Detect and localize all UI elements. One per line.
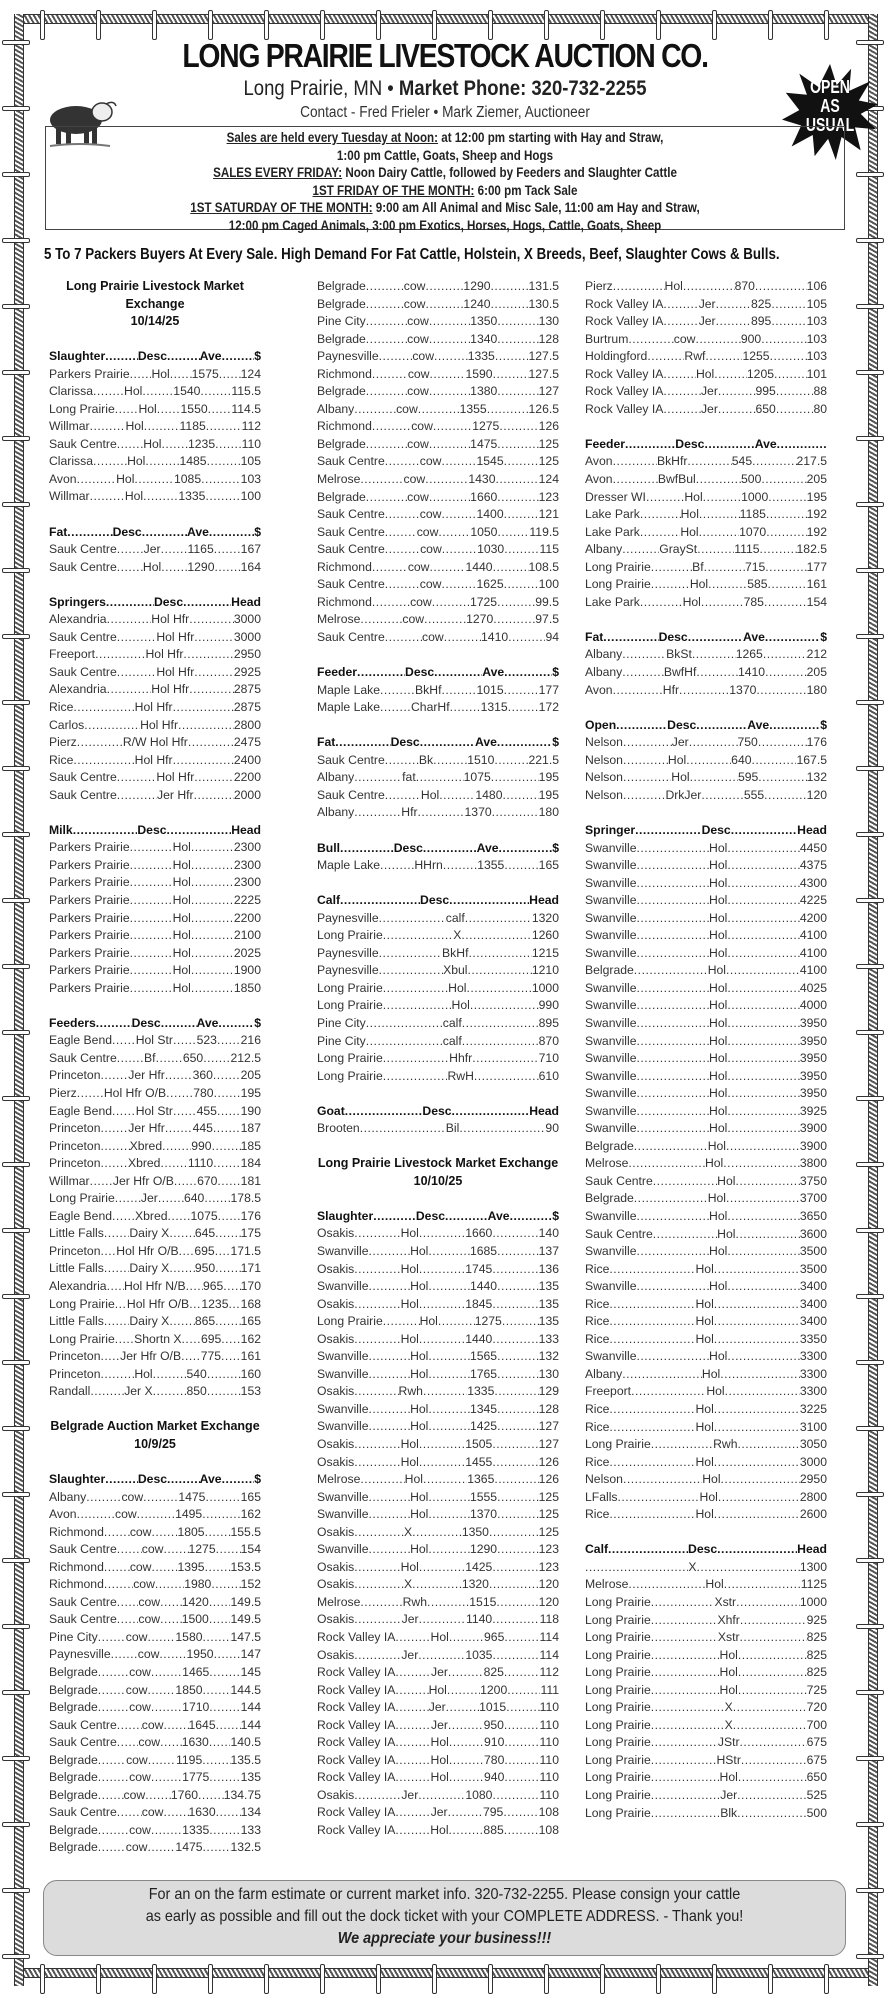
table-row: Princeton ..... Hol ..... 540 ..... 160 [49, 1366, 261, 1384]
table-row: LFalls ..... Hol ..... 2800 [585, 1489, 827, 1507]
table-row: Parkers Prairie ..... Hol ..... 1850 [49, 980, 261, 998]
section-belgrade-slaughter-cont [317, 278, 559, 646]
table-row: Sauk Centre ..... cow ..... 1645 ..... 144 [49, 1717, 261, 1735]
section-calf [317, 892, 559, 1085]
table-row: Long Prairie ..... Hol ..... 825 [585, 1664, 827, 1682]
table-row: Long Prairie ..... Blk ..... 500 [585, 1805, 827, 1823]
location: Long Prairie, MN [243, 77, 383, 100]
table-row: Parkers Prairie ..... Hol ..... 2300 [49, 857, 261, 875]
table-row: Belgrade ..... cow ..... 1660 ..... 123 [317, 489, 559, 507]
exchange-title: Long Prairie Livestock Market Exchange [66, 279, 244, 311]
table-row: Clarissa ..... Hol ..... 1540 ..... 115.5 [49, 383, 261, 401]
table-row: Long Prairie ..... Hhfr ..... 710 [317, 1050, 559, 1068]
table-row: Nelson ..... DrkJer ..... 555 ..... 120 [585, 787, 827, 805]
table-row: Albany ..... BwfHf ..... 1410 ..... 205 [585, 664, 827, 682]
table-row: Long Prairie ..... Hol ..... 1000 [317, 980, 559, 998]
table-row: Rock Valley IA ..... Hol ..... 965 ..... 114 [317, 1629, 559, 1647]
table-row: Paynesville ..... cow ..... 1950 ..... 147 [49, 1646, 261, 1664]
table-row: Parkers Prairie ..... Hol ..... 1900 [49, 962, 261, 980]
table-row: Willmar ..... Hol ..... 1335 ..... 100 [49, 488, 261, 506]
table-row: Parkers Prairie ..... Hol ..... 2100 [49, 927, 261, 945]
table-row: Rock Valley IA ..... Jer ..... 950 ..... 110 [317, 1717, 559, 1735]
section-header: Feeder ..... Desc ..... Ave ..... $ [317, 664, 559, 682]
table-row: Sauk Centre ..... cow ..... 1275 ..... 154 [49, 1541, 261, 1559]
column-2 [317, 278, 559, 1840]
table-row: Princeton ..... Hol Hfr O/B ..... 695 ..... 171.5 [49, 1243, 261, 1261]
table-row: Princeton ..... Jer Hfr ..... 445 ..... 187 [49, 1120, 261, 1138]
table-row: Sauk Centre ..... Hol ..... 3750 [585, 1173, 827, 1191]
table-row: Melrose ..... cow ..... 1270 ..... 97.5 [317, 611, 559, 629]
table-row: Sauk Centre ..... Jer ..... 1165 ..... 167 [49, 541, 261, 559]
table-row: Carlos ..... Hol Hfr ..... 2800 [49, 717, 261, 735]
exchange-date: 10/14/25 [130, 314, 180, 328]
table-row: Alexandria ..... Hol Hfr ..... 2875 [49, 681, 261, 699]
schedule-friday: SALES EVERY FRIDAY: Noon Dairy Cattle, followed by Feeders and Slaughter Cattle [213, 165, 677, 180]
table-row: Paynesville ..... Xbul ..... 1210 [317, 962, 559, 980]
section-header: Fat ..... Desc ..... Ave ..... $ [585, 629, 827, 647]
table-row: Swanville ..... Hol ..... 3500 [585, 1243, 827, 1261]
table-row: Rock Valley IA ..... Jer ..... 895 ..... 103 [585, 313, 827, 331]
section-header: Springers ..... Desc ..... Head [49, 594, 261, 612]
section-slaughter [49, 348, 261, 506]
table-row: Osakis ..... Hol ..... 1845 ..... 135 [317, 1296, 559, 1314]
table-row: Long Prairie ..... Hol ..... 650 [585, 1769, 827, 1787]
table-row: Long Prairie ..... RwH ..... 610 [317, 1068, 559, 1086]
table-row: Belgrade ..... cow ..... 1475 ..... 132.5 [49, 1839, 261, 1857]
table-row: Swanville ..... Hol ..... 1685 ..... 137 [317, 1243, 559, 1261]
table-row: Sauk Centre ..... cow ..... 1420 ..... 149.5 [49, 1594, 261, 1612]
section-header: Milk ..... Desc ..... Head [49, 822, 261, 840]
sale-schedule-box [45, 126, 845, 233]
table-row: Sauk Centre ..... Bf ..... 650 ..... 212.5 [49, 1050, 261, 1068]
table-row: Swanville ..... Hol ..... 3950 [585, 1015, 827, 1033]
table-row: Swanville ..... Hol ..... 1555 ..... 125 [317, 1489, 559, 1507]
table-row: Avon ..... Hfr ..... 1370 ..... 180 [585, 682, 827, 700]
table-row: Swanville ..... Hol ..... 1370 ..... 125 [317, 1506, 559, 1524]
footer-line-1: For an on the farm estimate or current market info. 320-732-2255. Please consign your cattle [148, 1886, 741, 1903]
schedule-tuesday-cont: 1:00 pm Cattle, Goats, Sheep and Hogs [336, 147, 554, 163]
table-row: Long Prairie ..... Xhfr ..... 925 [585, 1612, 827, 1630]
table-row: Pine City ..... cow ..... 1350 ..... 130 [317, 313, 559, 331]
table-row: Richmond ..... cow ..... 1590 ..... 127.5 [317, 366, 559, 384]
table-row: Belgrade ..... cow ..... 1290 ..... 131.5 [317, 278, 559, 296]
section-springers [49, 594, 261, 805]
section-goat [317, 1103, 559, 1138]
table-row: Rock Valley IA ..... Jer ..... 795 ..... 108 [317, 1804, 559, 1822]
table-row: Swanville ..... Hol ..... 3900 [585, 1120, 827, 1138]
table-row: Long Prairie ..... Hol Hfr O/B ..... 1235 ..... 168 [49, 1296, 261, 1314]
table-row: Swanville ..... Hol ..... 3400 [585, 1278, 827, 1296]
table-row: Brooten ..... Bil ..... 90 [317, 1120, 559, 1138]
table-row: Swanville ..... Hol ..... 4200 [585, 910, 827, 928]
table-row: Little Falls ..... Dairy X ..... 865 ..... 165 [49, 1313, 261, 1331]
table-row: Rice ..... Hol Hfr ..... 2875 [49, 699, 261, 717]
section-header: Calf ..... Desc ..... Head [317, 892, 559, 910]
table-row: Princeton ..... Jer Hfr O/B ..... 775 ..... 161 [49, 1348, 261, 1366]
table-row: Long Prairie ..... Rwh ..... 3050 [585, 1436, 827, 1454]
table-row: Osakis ..... Hol ..... 1505 ..... 127 [317, 1436, 559, 1454]
table-row: Richmond ..... cow ..... 1805 ..... 155.5 [49, 1524, 261, 1542]
table-row: Melrose ..... Hol ..... 1125 [585, 1576, 827, 1594]
table-row: Eagle Bend ..... Hol Str ..... 455 ..... 190 [49, 1103, 261, 1121]
open-as-usual-badge: OPEN AS USUAL [805, 77, 855, 135]
table-row: Belgrade ..... cow ..... 1380 ..... 127 [317, 383, 559, 401]
table-row: Long Prairie ..... Hol ..... 585 ..... 161 [585, 576, 827, 594]
table-row: Swanville ..... Hol ..... 3950 [585, 1050, 827, 1068]
exchange-title: Long Prairie Livestock Market Exchange [317, 1156, 559, 1171]
schedule-tuesday: Sales are held every Tuesday at Noon: at 12:00 pm starting with Hay and Straw, [226, 130, 664, 145]
table-row: Richmond ..... cow ..... 1395 ..... 153.5 [49, 1559, 261, 1577]
table-row: Rock Valley IA ..... Hol ..... 940 ..... 110 [317, 1769, 559, 1787]
schedule-first-friday: 1ST FRIDAY OF THE MONTH: 6:00 pm Tack Sale [312, 182, 578, 198]
table-row: Little Falls ..... Dairy X ..... 645 ..... 175 [49, 1225, 261, 1243]
table-row: Pine City ..... cow ..... 1580 ..... 147.5 [49, 1629, 261, 1647]
exchange-title: Belgrade Auction Market Exchange [50, 1419, 260, 1434]
table-row: Parkers Prairie ..... Hol ..... 2225 [49, 892, 261, 910]
table-row: Sauk Centre ..... cow ..... 1410 ..... 94 [317, 629, 559, 647]
table-row: Pine City ..... calf ..... 870 [317, 1033, 559, 1051]
table-row: Osakis ..... Hol ..... 1660 ..... 140 [317, 1225, 559, 1243]
table-row: Long Prairie ..... Bf ..... 715 ..... 177 [585, 559, 827, 577]
table-row: Dresser WI ..... Hol ..... 1000 ..... 195 [585, 489, 827, 507]
table-row: Willmar ..... Jer Hfr O/B ..... 670 ..... 181 [49, 1173, 261, 1191]
section-open [585, 717, 827, 805]
section-fat [49, 524, 261, 577]
table-row: Sauk Centre ..... Hol Hfr ..... 2200 [49, 769, 261, 787]
section-springer [585, 822, 827, 1524]
column-1 [49, 278, 261, 1857]
table-row: Long Prairie ..... Hol ..... 825 [585, 1647, 827, 1665]
table-row: Rice ..... Hol ..... 3400 [585, 1296, 827, 1314]
separator: • [387, 77, 394, 100]
table-row: Rice ..... Hol ..... 3100 [585, 1419, 827, 1437]
table-row: Rice ..... Hol ..... 3225 [585, 1401, 827, 1419]
table-row: Parkers Prairie ..... Hol ..... 1575 ..... 124 [49, 366, 261, 384]
table-row: Swanville ..... Hol ..... 1290 ..... 123 [317, 1541, 559, 1559]
table-row: Princeton ..... Jer Hfr ..... 360 ..... 205 [49, 1067, 261, 1085]
table-row: Albany ..... Hfr ..... 1370 ..... 180 [317, 804, 559, 822]
column-3 [585, 278, 827, 1822]
table-row: Nelson ..... Jer ..... 750 ..... 176 [585, 734, 827, 752]
section-header: Slaughter ..... Desc ..... Ave ..... $ [49, 1471, 261, 1489]
table-row: Swanville ..... Hol ..... 1765 ..... 130 [317, 1366, 559, 1384]
table-row: Rock Valley IA ..... Jer ..... 1015 ..... 110 [317, 1699, 559, 1717]
table-row: Avon ..... BwfBul ..... 500 ..... 205 [585, 471, 827, 489]
table-row: Pierz ..... R/W Hol Hfr ..... 2475 [49, 734, 261, 752]
table-row: Swanville ..... Hol ..... 3650 [585, 1208, 827, 1226]
table-row: Melrose ..... Rwh ..... 1515 ..... 120 [317, 1594, 559, 1612]
packers-banner: 5 To 7 Packers Buyers At Every Sale. High Demand For Fat Cattle, Holstein, X Breeds, Beef, Slaughter Cows & Bulls. [44, 246, 780, 263]
table-row: Freeport ..... Hol Hfr ..... 2950 [49, 646, 261, 664]
table-row: Holdingford ..... Rwf ..... 1255 ..... 103 [585, 348, 827, 366]
section-header: Fat ..... Desc ..... Ave ..... $ [317, 734, 559, 752]
table-row: Belgrade ..... cow ..... 1710 ..... 144 [49, 1699, 261, 1717]
table-row: Maple Lake ..... HHrn ..... 1355 ..... 165 [317, 857, 559, 875]
table-row: Rock Valley IA ..... Jer ..... 995 ..... 88 [585, 383, 827, 401]
section-fat [317, 734, 559, 822]
table-row: Rock Valley IA ..... Hol ..... 1200 ..... 111 [317, 1682, 559, 1700]
table-row: Long Prairie ..... X ..... 1260 [317, 927, 559, 945]
table-row: Sauk Centre ..... cow ..... 1500 ..... 149.5 [49, 1611, 261, 1629]
table-row: Belgrade ..... Hol ..... 3700 [585, 1190, 827, 1208]
table-row: Richmond ..... cow ..... 1725 ..... 99.5 [317, 594, 559, 612]
table-row: Belgrade ..... cow ..... 1335 ..... 133 [49, 1822, 261, 1840]
table-row: Osakis ..... Hol ..... 1745 ..... 136 [317, 1261, 559, 1279]
table-row: Rock Valley IA ..... Jer ..... 825 ..... 112 [317, 1664, 559, 1682]
table-row: Sauk Centre ..... Hol Hfr ..... 2925 [49, 664, 261, 682]
table-row: Lake Park ..... Hol ..... 785 ..... 154 [585, 594, 827, 612]
table-row: Osakis ..... Rwh ..... 1335 ..... 129 [317, 1383, 559, 1401]
table-row: ..... X ..... 1300 [585, 1559, 827, 1577]
table-row: Osakis ..... Jer ..... 1080 ..... 110 [317, 1787, 559, 1805]
table-row: Nelson ..... Hol ..... 640 ..... 167.5 [585, 752, 827, 770]
table-row: Freeport ..... Hol ..... 3300 [585, 1383, 827, 1401]
table-row: Swanville ..... Hol ..... 3925 [585, 1103, 827, 1121]
table-row: Swanville ..... Hol ..... 3950 [585, 1085, 827, 1103]
footer-notice [43, 1880, 846, 1956]
contact-line: Contact - Fred Frieler • Mark Ziemer, Auctioneer [300, 104, 590, 121]
table-row: Sauk Centre ..... cow ..... 1050 ..... 119.5 [317, 524, 559, 542]
table-row: Swanville ..... Hol ..... 4000 [585, 997, 827, 1015]
table-row: Swanville ..... Hol ..... 1345 ..... 128 [317, 1401, 559, 1419]
table-row: Alexandria ..... Hol Hfr N/B ..... 965 ..... 170 [49, 1278, 261, 1296]
table-row: Sauk Centre ..... Hol ..... 1290 ..... 164 [49, 559, 261, 577]
table-row: Pierz ..... Hol ..... 870 ..... 106 [585, 278, 827, 296]
table-row: Maple Lake ..... CharHf ..... 1315 ..... 172 [317, 699, 559, 717]
section-header: Goat ..... Desc ..... Head [317, 1103, 559, 1121]
table-row: Swanville ..... Hol ..... 3950 [585, 1068, 827, 1086]
table-row: Lake Park ..... Hol ..... 1185 ..... 192 [585, 506, 827, 524]
schedule-first-saturday-cont: 12:00 pm Caged Animals, 3:00 pm Exotics, Horses, Hogs, Cattle, Goats, Sheep [228, 217, 662, 233]
table-row: Richmond ..... cow ..... 1440 ..... 108.5 [317, 559, 559, 577]
table-row: Parkers Prairie ..... Hol ..... 2025 [49, 945, 261, 963]
table-row: Pine City ..... calf ..... 895 [317, 1015, 559, 1033]
table-row: Parkers Prairie ..... Hol ..... 2200 [49, 910, 261, 928]
table-row: Rice ..... Hol ..... 3500 [585, 1261, 827, 1279]
table-row: Swanville ..... Hol ..... 4100 [585, 927, 827, 945]
table-row: Albany ..... cow ..... 1355 ..... 126.5 [317, 401, 559, 419]
section-header: Slaughter ..... Desc ..... Ave ..... $ [317, 1208, 559, 1226]
section-header: Bull ..... Desc ..... Ave ..... $ [317, 840, 559, 858]
table-row: Rock Valley IA ..... Hol ..... 910 ..... 110 [317, 1734, 559, 1752]
table-row: Parkers Prairie ..... Hol ..... 2300 [49, 839, 261, 857]
table-row: Long Prairie ..... Hol ..... 1550 ..... 114.5 [49, 401, 261, 419]
table-row: Paynesville ..... BkHf ..... 1215 [317, 945, 559, 963]
section-fat [585, 629, 827, 699]
section-header: Calf ..... Desc ..... Head [585, 1541, 827, 1559]
section-lp1010-slaughter [317, 1208, 559, 1840]
table-row: Belgrade ..... cow ..... 1195 ..... 135.5 [49, 1752, 261, 1770]
table-row: Rice ..... Hol ..... 3400 [585, 1313, 827, 1331]
table-row: Sauk Centre ..... Jer Hfr ..... 2000 [49, 787, 261, 805]
table-row: Sauk Centre ..... Hol Hfr ..... 3000 [49, 629, 261, 647]
section-belgrade-slaughter [49, 1471, 261, 1857]
table-row: Sauk Centre ..... Hol ..... 3600 [585, 1226, 827, 1244]
table-row: Sauk Centre ..... Hol ..... 1480 ..... 195 [317, 787, 559, 805]
table-row: Swanville ..... Hol ..... 3300 [585, 1348, 827, 1366]
barbed-wire-bottom [14, 1968, 876, 1978]
section-header: Fat ..... Desc ..... Ave ..... $ [49, 524, 261, 542]
table-row: Long Prairie ..... X ..... 720 [585, 1699, 827, 1717]
table-row: Swanville ..... Hol ..... 3950 [585, 1033, 827, 1051]
company-title: LONG PRAIRIE LIVESTOCK AUCTION CO. [182, 37, 708, 74]
table-row: Belgrade ..... cow ..... 1240 ..... 130.5 [317, 296, 559, 314]
table-row: Osakis ..... Jer ..... 1140 ..... 118 [317, 1611, 559, 1629]
market-phone: Market Phone: 320-732-2255 [398, 77, 647, 100]
table-row: Albany ..... BkSt ..... 1265 ..... 212 [585, 646, 827, 664]
section-bull [317, 840, 559, 875]
table-row: Swanville ..... Hol ..... 4450 [585, 840, 827, 858]
table-row: Albany ..... fat ..... 1075 ..... 195 [317, 769, 559, 787]
table-row: Little Falls ..... Dairy X ..... 950 ..... 171 [49, 1260, 261, 1278]
table-row: Belgrade ..... Hol ..... 3900 [585, 1138, 827, 1156]
barbed-wire-top [14, 14, 876, 24]
table-row: Albany ..... GraySt ..... 1115 ..... 182.5 [585, 541, 827, 559]
table-row: Richmond ..... cow ..... 1275 ..... 126 [317, 418, 559, 436]
table-row: Sauk Centre ..... cow ..... 1630 ..... 134 [49, 1804, 261, 1822]
table-row: Rock Valley IA ..... Hol ..... 780 ..... 110 [317, 1752, 559, 1770]
schedule-first-saturday: 1ST SATURDAY OF THE MONTH: 9:00 am All Animal and Misc Sale, 11:00 am Hay and Straw, [190, 200, 700, 215]
footer-thanks: We appreciate your business!!! [337, 1930, 552, 1947]
table-row: Long Prairie ..... Shortn X ..... 695 ..... 162 [49, 1331, 261, 1349]
table-row: Long Prairie ..... X ..... 700 [585, 1717, 827, 1735]
table-row: Swanville ..... Hol ..... 1425 ..... 127 [317, 1418, 559, 1436]
table-row: Swanville ..... Hol ..... 4100 [585, 945, 827, 963]
table-row: Belgrade ..... cow ..... 1775 ..... 135 [49, 1769, 261, 1787]
table-row: Rice ..... Hol ..... 3000 [585, 1454, 827, 1472]
section-milk [49, 822, 261, 997]
table-row: Belgrade ..... cow ..... 1340 ..... 128 [317, 331, 559, 349]
section-header: Feeders ..... Desc ..... Ave ..... $ [49, 1015, 261, 1033]
table-row: Long Prairie ..... Xstr ..... 1000 [585, 1594, 827, 1612]
table-row: Princeton ..... Xbred ..... 990 ..... 185 [49, 1138, 261, 1156]
table-row: Rock Valley IA ..... Jer ..... 650 ..... 80 [585, 401, 827, 419]
table-row: Swanville ..... Hol ..... 4300 [585, 875, 827, 893]
exchange-date: 10/10/25 [413, 1173, 463, 1188]
table-row: Sauk Centre ..... Hol ..... 1235 ..... 110 [49, 436, 261, 454]
table-row: Osakis ..... Hol ..... 1440 ..... 133 [317, 1331, 559, 1349]
table-row: Osakis ..... Hol ..... 1425 ..... 123 [317, 1559, 559, 1577]
table-row: Eagle Bend ..... Hol Str ..... 523 ..... 216 [49, 1032, 261, 1050]
section-feeder [585, 436, 827, 611]
table-row: Melrose ..... Hol ..... 1365 ..... 126 [317, 1471, 559, 1489]
table-row: Belgrade ..... cow ..... 1465 ..... 145 [49, 1664, 261, 1682]
section-lp1010-slaughter-cont [585, 278, 827, 418]
section-header: Springer ..... Desc ..... Head [585, 822, 827, 840]
table-row: Belgrade ..... cow ..... 1475 ..... 125 [317, 436, 559, 454]
table-row: Belgrade ..... Hol ..... 4100 [585, 962, 827, 980]
section-calf [585, 1541, 827, 1822]
table-row: Princeton ..... Xbred ..... 1110 ..... 184 [49, 1155, 261, 1173]
table-row: Richmond ..... cow ..... 1980 ..... 152 [49, 1576, 261, 1594]
table-row: Eagle Bend ..... Xbred ..... 1075 ..... 176 [49, 1208, 261, 1226]
table-row: Long Prairie ..... Hol ..... 1275 ..... 135 [317, 1313, 559, 1331]
table-row: Paynesville ..... cow ..... 1335 ..... 127.5 [317, 348, 559, 366]
table-row: Belgrade ..... cow ..... 1760 ..... 134.75 [49, 1787, 261, 1805]
table-row: Long Prairie ..... Hol ..... 990 [317, 997, 559, 1015]
table-row: Avon ..... cow ..... 1495 ..... 162 [49, 1506, 261, 1524]
table-row: Sauk Centre ..... cow ..... 1400 ..... 121 [317, 506, 559, 524]
table-row: Swanville ..... Hol ..... 1440 ..... 135 [317, 1278, 559, 1296]
table-row: Long Prairie ..... Hol ..... 725 [585, 1682, 827, 1700]
table-row: Alexandria ..... Hol Hfr ..... 3000 [49, 611, 261, 629]
table-row: Pierz ..... Hol Hfr O/B ..... 780 ..... 195 [49, 1085, 261, 1103]
table-row: Rice ..... Hol ..... 2600 [585, 1506, 827, 1524]
table-row: Osakis ..... X ..... 1320 ..... 120 [317, 1576, 559, 1594]
table-row: Swanville ..... Hol ..... 4225 [585, 892, 827, 910]
table-row: Nelson ..... Hol ..... 595 ..... 132 [585, 769, 827, 787]
table-row: Sauk Centre ..... Bk ..... 1510 ..... 221.5 [317, 752, 559, 770]
footer-line-2: as early as possible and fill out the dock ticket with your COMPLETE ADDRESS. - Thank you! [145, 1908, 744, 1925]
table-row: Sauk Centre ..... cow ..... 1625 ..... 100 [317, 576, 559, 594]
table-row: Rock Valley IA ..... Hol ..... 885 ..... 108 [317, 1822, 559, 1840]
table-row: Rock Valley IA ..... Hol ..... 1205 ..... 101 [585, 366, 827, 384]
table-row: Willmar ..... Hol ..... 1185 ..... 112 [49, 418, 261, 436]
table-row: Nelson ..... Hol ..... 2950 [585, 1471, 827, 1489]
table-row: Long Prairie ..... Xstr ..... 825 [585, 1629, 827, 1647]
table-row: Osakis ..... Jer ..... 1035 ..... 114 [317, 1647, 559, 1665]
table-row: Rock Valley IA ..... Jer ..... 825 ..... 105 [585, 296, 827, 314]
header [40, 30, 850, 124]
section-feeders [49, 1015, 261, 1401]
table-row: Osakis ..... Hol ..... 1455 ..... 126 [317, 1454, 559, 1472]
location-line [89, 76, 802, 102]
table-row: Rice ..... Hol Hfr ..... 2400 [49, 752, 261, 770]
table-row: Melrose ..... Hol ..... 3800 [585, 1155, 827, 1173]
table-row: Melrose ..... cow ..... 1430 ..... 124 [317, 471, 559, 489]
table-row: Osakis ..... X ..... 1350 ..... 125 [317, 1524, 559, 1542]
exchange-date: 10/9/25 [134, 1436, 176, 1451]
table-row: Sauk Centre ..... cow ..... 1030 ..... 115 [317, 541, 559, 559]
table-row: Swanville ..... Hol ..... 1565 ..... 132 [317, 1348, 559, 1366]
table-row: Belgrade ..... cow ..... 1850 ..... 144.5 [49, 1682, 261, 1700]
table-row: Lake Park ..... Hol ..... 1070 ..... 192 [585, 524, 827, 542]
table-row: Long Prairie ..... Jer ..... 640 ..... 178.5 [49, 1190, 261, 1208]
table-row: Burtrum ..... cow ..... 900 ..... 103 [585, 331, 827, 349]
table-row: Avon ..... Hol ..... 1085 ..... 103 [49, 471, 261, 489]
table-row: Sauk Centre ..... cow ..... 1545 ..... 125 [317, 453, 559, 471]
section-header: Open ..... Desc ..... Ave ..... $ [585, 717, 827, 735]
section-header: Slaughter ..... Desc ..... Ave ..... $ [49, 348, 261, 366]
table-row: Maple Lake ..... BkHf ..... 1015 ..... 177 [317, 682, 559, 700]
table-row: Albany ..... Hol ..... 3300 [585, 1366, 827, 1384]
table-row: Albany ..... cow ..... 1475 ..... 165 [49, 1489, 261, 1507]
section-header: Feeder ..... Desc ..... Ave ..... [585, 436, 827, 454]
table-row: Parkers Prairie ..... Hol ..... 2300 [49, 874, 261, 892]
table-row: Avon ..... BkHfr ..... 545 ..... 217.5 [585, 453, 827, 471]
table-row: Long Prairie ..... JStr ..... 675 [585, 1734, 827, 1752]
table-row: Long Prairie ..... HStr ..... 675 [585, 1752, 827, 1770]
table-row: Long Prairie ..... Jer ..... 525 [585, 1787, 827, 1805]
table-row: Paynesville ..... calf ..... 1320 [317, 910, 559, 928]
table-row: Randall ..... Jer X ..... 850 ..... 153 [49, 1383, 261, 1401]
table-row: Clarissa ..... Hol ..... 1485 ..... 105 [49, 453, 261, 471]
section-feeder [317, 664, 559, 717]
table-row: Swanville ..... Hol ..... 4375 [585, 857, 827, 875]
table-row: Sauk Centre ..... cow ..... 1630 ..... 140.5 [49, 1734, 261, 1752]
table-row: Swanville ..... Hol ..... 4025 [585, 980, 827, 998]
table-row: Rice ..... Hol ..... 3350 [585, 1331, 827, 1349]
